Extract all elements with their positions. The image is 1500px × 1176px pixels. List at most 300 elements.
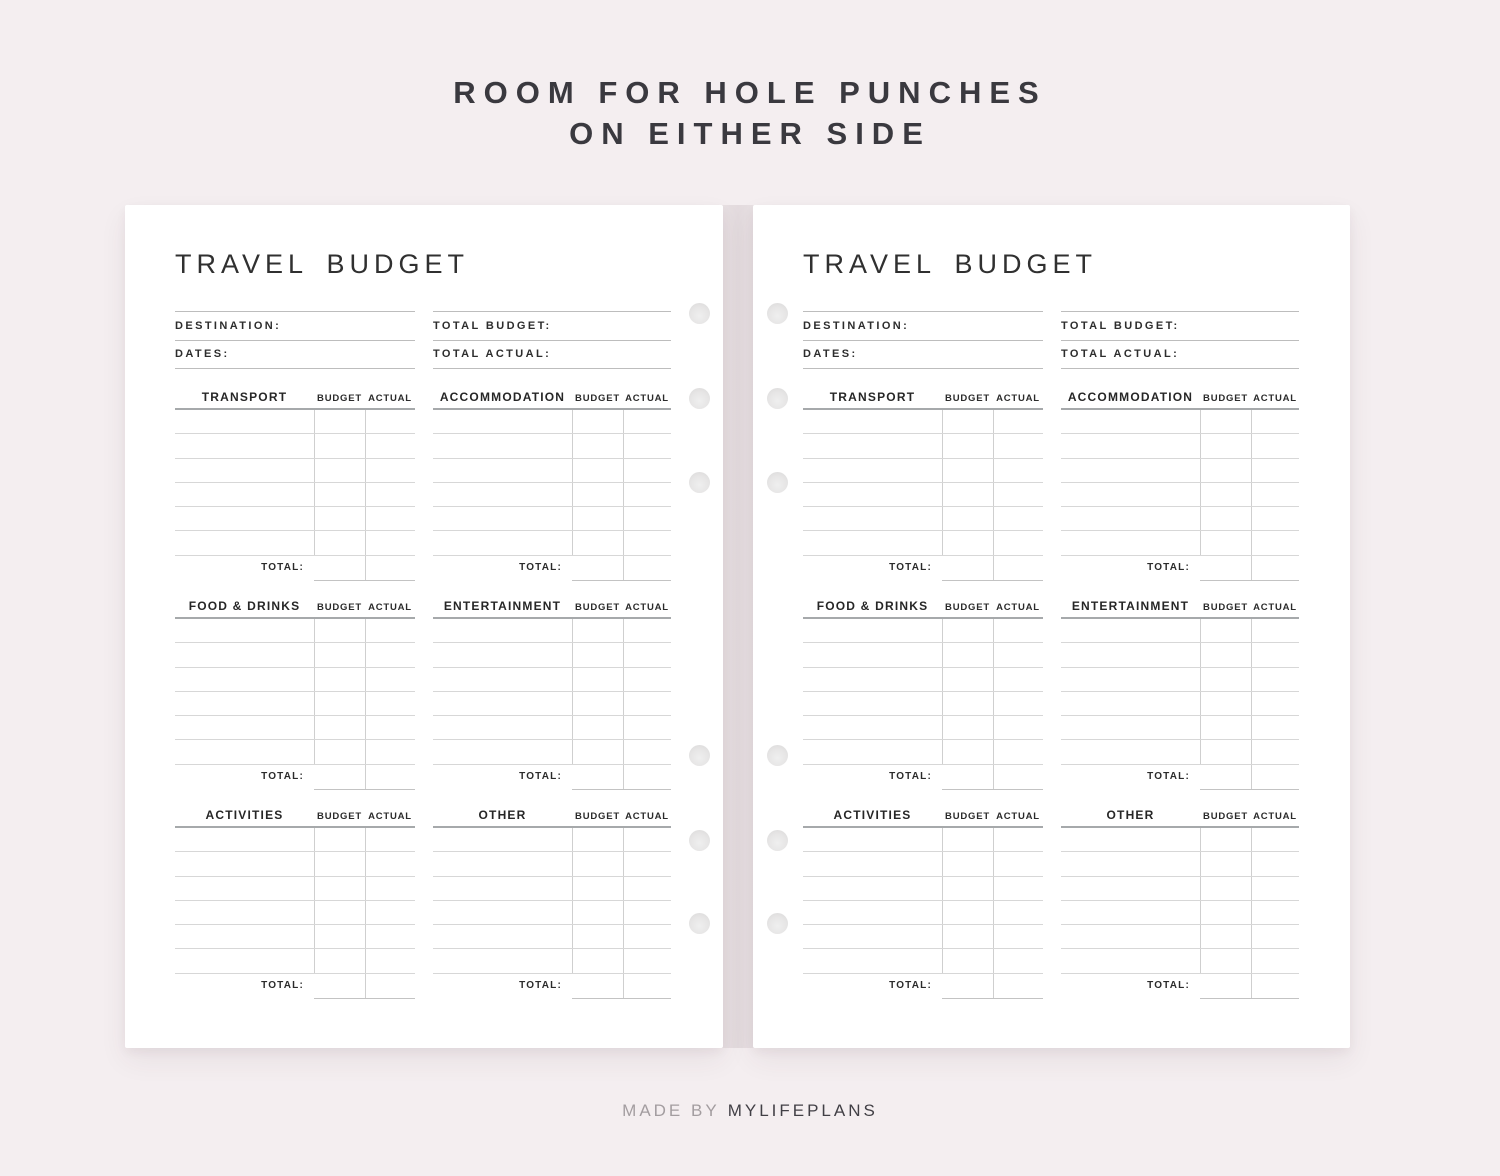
table-row: [175, 410, 415, 434]
table-row: [803, 668, 1043, 692]
item-cell: [175, 716, 314, 739]
table-row: [803, 925, 1043, 949]
table-row: [803, 692, 1043, 716]
actual-cell: [623, 740, 671, 763]
section-accommodation: [1061, 388, 1299, 581]
table-row: [175, 925, 415, 949]
table-row: [1061, 925, 1299, 949]
table-row: [175, 740, 415, 764]
budget-cell: [572, 925, 623, 948]
total-cells: [314, 556, 415, 581]
budget-cell: [314, 668, 365, 691]
total-label: TOTAL:: [519, 979, 562, 991]
item-cell: [433, 949, 572, 972]
budget-cell: [1200, 483, 1251, 506]
table-row: [433, 949, 671, 973]
section-header: [803, 597, 1043, 617]
section-food-drinks: [803, 597, 1043, 790]
table-row: [1061, 643, 1299, 667]
budget-cell: [572, 716, 623, 739]
total-budget-cell: [1200, 765, 1251, 789]
actual-cell: [365, 668, 415, 691]
section-header: [1061, 388, 1299, 408]
total-actual-cell: [993, 974, 1043, 998]
budget-sections-grid: [803, 388, 1300, 999]
budget-column-header: BUDGET: [1203, 602, 1248, 613]
table-row: [1061, 668, 1299, 692]
item-cell: [1061, 619, 1200, 642]
budget-cell: [572, 877, 623, 900]
hole-punch: [689, 913, 710, 934]
item-cell: [803, 434, 942, 457]
actual-cell: [993, 852, 1043, 875]
item-cell: [1061, 901, 1200, 924]
destination-label: DESTINATION:: [175, 319, 282, 332]
table-row: [803, 716, 1043, 740]
hole-punch: [767, 745, 788, 766]
total-budget-cell: [572, 765, 623, 789]
actual-cell: [1251, 692, 1299, 715]
table-row: [433, 507, 671, 531]
budget-column-header: BUDGET: [945, 393, 990, 404]
budget-cell: [314, 459, 365, 482]
actual-cell: [623, 619, 671, 642]
section-header: [433, 597, 671, 617]
table-row: [175, 901, 415, 925]
section-title: FOOD & DRINKS: [816, 599, 929, 613]
hole-punch: [767, 303, 788, 324]
total-actual-cell: [365, 974, 415, 998]
dates-label: DATES:: [803, 348, 858, 361]
budget-cell: [942, 434, 993, 457]
table-row: [803, 459, 1043, 483]
budget-column-header: BUDGET: [575, 602, 620, 613]
actual-cell: [623, 828, 671, 851]
total-actual-cell: [993, 556, 1043, 580]
budget-cell: [1200, 434, 1251, 457]
section-table: [433, 617, 671, 765]
actual-column-header: ACTUAL: [996, 811, 1040, 822]
budget-cell: [572, 459, 623, 482]
table-row: [433, 434, 671, 458]
table-row: [803, 434, 1043, 458]
table-row: [175, 949, 415, 973]
footer: [0, 1101, 1500, 1121]
table-row: [433, 483, 671, 507]
budget-cell: [572, 643, 623, 666]
actual-cell: [623, 507, 671, 530]
budget-cell: [1200, 668, 1251, 691]
item-cell: [803, 692, 942, 715]
total-label: TOTAL:: [1147, 561, 1190, 573]
item-cell: [175, 483, 314, 506]
actual-cell: [623, 852, 671, 875]
total-budget-cell: [1200, 974, 1251, 998]
actual-cell: [365, 949, 415, 972]
item-cell: [803, 828, 942, 851]
total-label: TOTAL:: [519, 770, 562, 782]
budget-cell: [314, 828, 365, 851]
budget-cell: [1200, 692, 1251, 715]
actual-column-header: ACTUAL: [1253, 602, 1297, 613]
total-actual-cell: [1251, 765, 1299, 789]
table-row: [175, 483, 415, 507]
table-row: [1061, 949, 1299, 973]
table-row: [1061, 434, 1299, 458]
table-row: [175, 692, 415, 716]
total-cells: [572, 974, 671, 999]
section-title: OTHER: [1106, 808, 1155, 822]
budget-cell: [1200, 410, 1251, 433]
heading-line2: ON EITHER SIDE: [569, 116, 931, 151]
total-budget-field: [433, 312, 671, 341]
budget-cell: [314, 852, 365, 875]
actual-column-header: ACTUAL: [996, 602, 1040, 613]
item-cell: [1061, 507, 1200, 530]
budget-cell: [572, 410, 623, 433]
dates-field: [803, 341, 1043, 370]
table-row: [1061, 877, 1299, 901]
budget-column-header: BUDGET: [317, 393, 362, 404]
budget-cell: [1200, 949, 1251, 972]
section-header: [803, 388, 1043, 408]
item-cell: [175, 925, 314, 948]
section-total-row: [175, 765, 415, 790]
actual-cell: [365, 828, 415, 851]
actual-cell: [365, 619, 415, 642]
hole-punch: [689, 388, 710, 409]
total-cells: [572, 556, 671, 581]
item-cell: [1061, 410, 1200, 433]
table-row: [175, 531, 415, 555]
section-header: [433, 388, 671, 408]
footer-brand: MYLIFEPLANS: [727, 1101, 878, 1120]
budget-column-header: BUDGET: [945, 811, 990, 822]
total-cells: [942, 556, 1043, 581]
table-row: [433, 619, 671, 643]
item-cell: [803, 877, 942, 900]
total-label: TOTAL:: [261, 561, 304, 573]
total-actual-cell: [1251, 556, 1299, 580]
item-cell: [433, 434, 572, 457]
budget-cell: [314, 740, 365, 763]
dates-label: DATES:: [175, 348, 230, 361]
section-entertainment: [1061, 597, 1299, 790]
actual-cell: [623, 410, 671, 433]
budget-cell: [314, 692, 365, 715]
section-title: ACCOMMODATION: [439, 390, 566, 404]
destination-field: [175, 312, 415, 341]
actual-cell: [1251, 459, 1299, 482]
item-cell: [803, 483, 942, 506]
table-row: [803, 949, 1043, 973]
actual-cell: [1251, 531, 1299, 554]
actual-cell: [623, 643, 671, 666]
budget-cell: [1200, 925, 1251, 948]
actual-cell: [623, 483, 671, 506]
item-cell: [803, 507, 942, 530]
item-cell: [1061, 531, 1200, 554]
actual-cell: [623, 692, 671, 715]
total-label: TOTAL:: [1147, 979, 1190, 991]
actual-cell: [993, 740, 1043, 763]
section-table: [175, 617, 415, 765]
total-label: TOTAL:: [1147, 770, 1190, 782]
total-label: TOTAL:: [889, 770, 932, 782]
table-row: [175, 459, 415, 483]
budget-column-header: BUDGET: [945, 602, 990, 613]
budget-cell: [314, 483, 365, 506]
total-budget-cell: [572, 556, 623, 580]
item-cell: [1061, 643, 1200, 666]
budget-cell: [942, 507, 993, 530]
trip-info-right-column: [1061, 311, 1299, 369]
actual-cell: [365, 692, 415, 715]
budget-cell: [942, 668, 993, 691]
actual-cell: [1251, 668, 1299, 691]
actual-column-header: ACTUAL: [368, 811, 412, 822]
section-total-row: [803, 765, 1043, 790]
planner-page-right: [753, 205, 1350, 1048]
budget-cell: [572, 507, 623, 530]
item-cell: [803, 925, 942, 948]
actual-cell: [1251, 507, 1299, 530]
item-cell: [1061, 828, 1200, 851]
budget-cell: [1200, 643, 1251, 666]
budget-cell: [1200, 459, 1251, 482]
budget-cell: [942, 692, 993, 715]
section-table: [175, 408, 415, 556]
total-cells: [314, 765, 415, 790]
total-actual-cell: [1251, 974, 1299, 998]
actual-cell: [1251, 410, 1299, 433]
actual-cell: [993, 483, 1043, 506]
trip-info-left-column: [175, 311, 415, 369]
total-cells: [1200, 556, 1299, 581]
section-header: [1061, 597, 1299, 617]
table-row: [803, 507, 1043, 531]
budget-cell: [942, 459, 993, 482]
hole-punch: [767, 388, 788, 409]
budget-cell: [942, 716, 993, 739]
total-label: TOTAL:: [261, 979, 304, 991]
total-actual-cell: [365, 556, 415, 580]
budget-cell: [942, 901, 993, 924]
budget-cell: [314, 619, 365, 642]
item-cell: [803, 531, 942, 554]
actual-cell: [623, 459, 671, 482]
item-cell: [1061, 852, 1200, 875]
item-cell: [433, 716, 572, 739]
total-label: TOTAL:: [519, 561, 562, 573]
budget-column-header: BUDGET: [575, 393, 620, 404]
actual-column-header: ACTUAL: [625, 393, 669, 404]
total-budget-cell: [314, 556, 365, 580]
budget-cell: [1200, 877, 1251, 900]
table-row: [1061, 531, 1299, 555]
section-table: [433, 408, 671, 556]
table-row: [1061, 507, 1299, 531]
budget-cell: [572, 692, 623, 715]
table-row: [1061, 619, 1299, 643]
table-row: [1061, 901, 1299, 925]
actual-cell: [993, 692, 1043, 715]
section-title: OTHER: [478, 808, 527, 822]
total-cells: [1200, 765, 1299, 790]
section-table: [803, 408, 1043, 556]
budget-column-header: BUDGET: [1203, 811, 1248, 822]
actual-cell: [365, 410, 415, 433]
budget-cell: [572, 901, 623, 924]
total-budget-label: TOTAL BUDGET:: [1061, 319, 1180, 332]
actual-cell: [365, 507, 415, 530]
budget-column-header: BUDGET: [317, 811, 362, 822]
table-row: [803, 877, 1043, 901]
budget-cell: [572, 619, 623, 642]
item-cell: [1061, 740, 1200, 763]
section-table: [1061, 826, 1299, 974]
budget-cell: [942, 619, 993, 642]
section-title: ACCOMMODATION: [1067, 390, 1194, 404]
actual-cell: [623, 949, 671, 972]
section-table: [803, 826, 1043, 974]
item-cell: [175, 692, 314, 715]
item-cell: [1061, 877, 1200, 900]
item-cell: [175, 828, 314, 851]
budget-cell: [942, 828, 993, 851]
total-budget-cell: [1200, 556, 1251, 580]
hole-punch: [689, 303, 710, 324]
actual-cell: [1251, 483, 1299, 506]
table-row: [433, 459, 671, 483]
trip-info-fields: [803, 311, 1300, 369]
item-cell: [175, 459, 314, 482]
destination-label: DESTINATION:: [803, 319, 910, 332]
total-actual-cell: [993, 765, 1043, 789]
item-cell: [433, 483, 572, 506]
actual-cell: [993, 668, 1043, 691]
item-cell: [803, 459, 942, 482]
total-budget-cell: [314, 974, 365, 998]
table-row: [803, 619, 1043, 643]
item-cell: [433, 619, 572, 642]
budget-sections-grid: [175, 388, 673, 999]
section-entertainment: [433, 597, 671, 790]
table-row: [803, 852, 1043, 876]
budget-cell: [572, 949, 623, 972]
budget-cell: [942, 925, 993, 948]
total-budget-cell: [314, 765, 365, 789]
table-row: [803, 483, 1043, 507]
table-row: [803, 740, 1043, 764]
section-header: [803, 806, 1043, 826]
actual-column-header: ACTUAL: [368, 602, 412, 613]
budget-cell: [942, 877, 993, 900]
actual-cell: [993, 507, 1043, 530]
total-label: TOTAL:: [261, 770, 304, 782]
table-row: [433, 901, 671, 925]
section-transport: [803, 388, 1043, 581]
section-header: [175, 806, 415, 826]
budget-cell: [1200, 619, 1251, 642]
table-row: [803, 643, 1043, 667]
section-transport: [175, 388, 415, 581]
section-total-row: [175, 556, 415, 581]
actual-cell: [365, 852, 415, 875]
actual-cell: [365, 740, 415, 763]
hole-punch: [689, 472, 710, 493]
item-cell: [175, 949, 314, 972]
section-total-row: [803, 556, 1043, 581]
total-cells: [1200, 974, 1299, 999]
table-row: [433, 643, 671, 667]
trip-info-fields: [175, 311, 673, 369]
actual-column-header: ACTUAL: [1253, 811, 1297, 822]
total-actual-field: [433, 341, 671, 370]
total-cells: [572, 765, 671, 790]
item-cell: [433, 828, 572, 851]
actual-cell: [993, 531, 1043, 554]
actual-cell: [1251, 716, 1299, 739]
actual-cell: [365, 877, 415, 900]
actual-cell: [993, 716, 1043, 739]
table-row: [433, 531, 671, 555]
actual-cell: [365, 459, 415, 482]
budget-cell: [1200, 852, 1251, 875]
item-cell: [175, 410, 314, 433]
table-row: [1061, 852, 1299, 876]
total-actual-label: TOTAL ACTUAL:: [433, 348, 552, 361]
item-cell: [175, 507, 314, 530]
total-label: TOTAL:: [889, 561, 932, 573]
total-cells: [314, 974, 415, 999]
item-cell: [803, 668, 942, 691]
budget-column-header: BUDGET: [1203, 393, 1248, 404]
table-row: [803, 531, 1043, 555]
section-table: [803, 617, 1043, 765]
budget-cell: [572, 668, 623, 691]
actual-cell: [993, 459, 1043, 482]
total-cells: [942, 765, 1043, 790]
total-budget-cell: [572, 974, 623, 998]
total-actual-cell: [623, 556, 671, 580]
actual-cell: [623, 925, 671, 948]
budget-cell: [1200, 531, 1251, 554]
section-total-row: [433, 974, 671, 999]
total-actual-label: TOTAL ACTUAL:: [1061, 348, 1180, 361]
table-row: [433, 925, 671, 949]
actual-cell: [365, 925, 415, 948]
section-table: [1061, 617, 1299, 765]
budget-cell: [1200, 716, 1251, 739]
table-row: [803, 828, 1043, 852]
table-row: [433, 852, 671, 876]
actual-cell: [1251, 901, 1299, 924]
item-cell: [175, 643, 314, 666]
page-title: TRAVEL BUDGET: [803, 249, 1098, 279]
item-cell: [175, 531, 314, 554]
budget-cell: [572, 852, 623, 875]
table-row: [433, 716, 671, 740]
budget-cell: [572, 740, 623, 763]
hole-punch: [689, 830, 710, 851]
actual-cell: [365, 901, 415, 924]
budget-cell: [942, 643, 993, 666]
heading-line1: ROOM FOR HOLE PUNCHES: [453, 75, 1047, 110]
budget-cell: [942, 531, 993, 554]
item-cell: [1061, 949, 1200, 972]
section-total-row: [803, 974, 1043, 999]
